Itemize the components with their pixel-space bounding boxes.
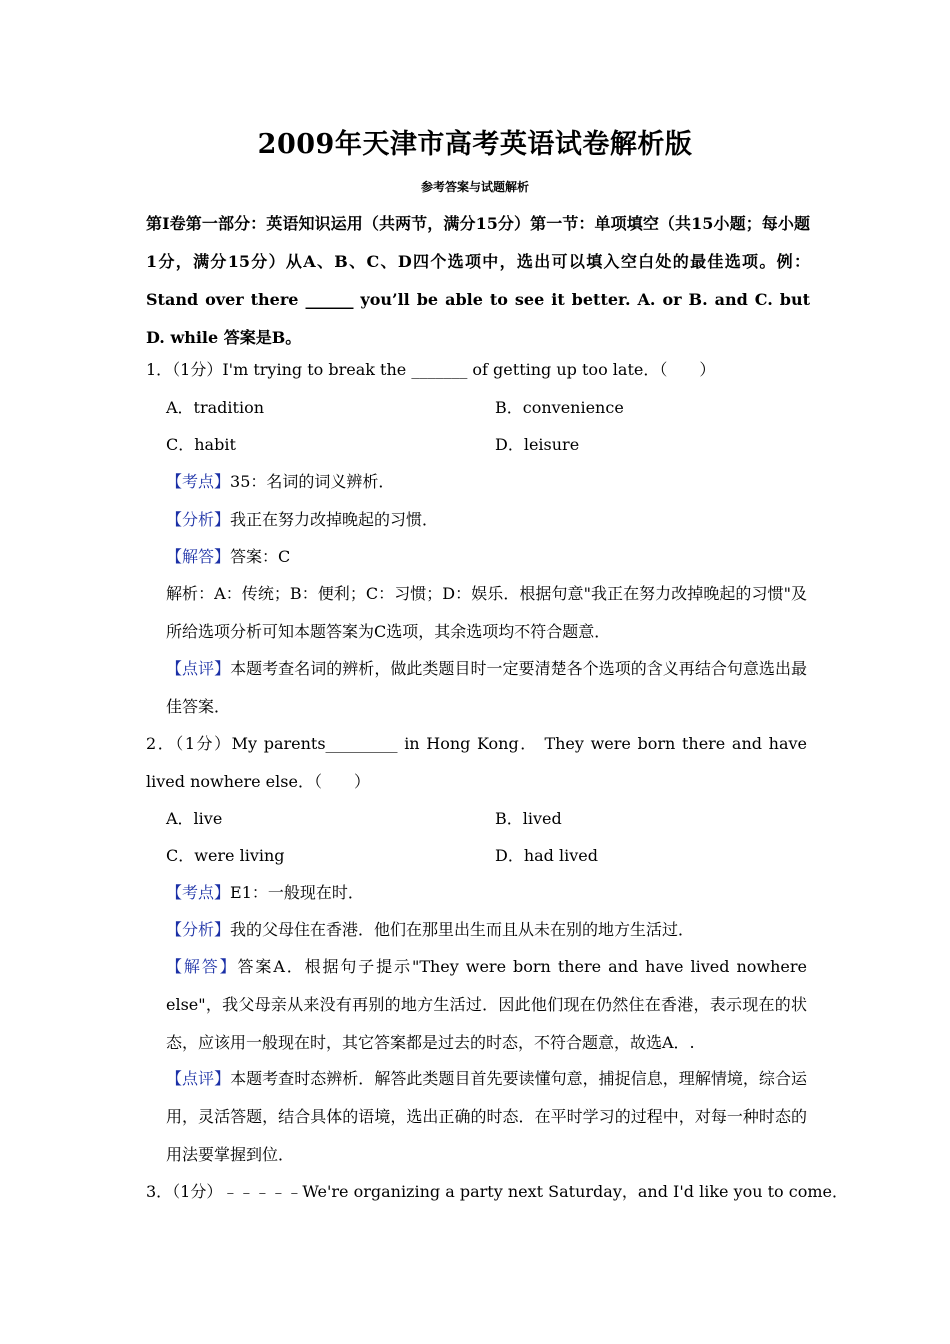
question-1-dianping	[166, 650, 807, 726]
jieda-text: 答案：C	[230, 547, 291, 566]
question-1-jieda	[166, 546, 290, 568]
page-title: 2009年天津市高考英语试卷解析版	[257, 129, 693, 160]
question-2-jieda	[166, 948, 807, 1062]
question-1-option-a: A．tradition	[166, 398, 265, 417]
kaodian-text: 35：名词的词义辨析．	[230, 472, 395, 491]
jieda-label: 【解答】	[166, 957, 238, 976]
question-1-jiexi: 解析：A：传统；B：便利；C：习惯；D：娱乐．根据句意"我正在努力改掉晚起的习惯"及所给选项分析可知本题答案为C选项，其余选项均不符合题意．	[166, 584, 807, 641]
question-3-stem: 3．（1分）﹣﹣﹣﹣﹣We're organizing a party next Saturday，and I'd like you to come．	[146, 1182, 849, 1201]
question-2-kaodian	[166, 882, 364, 904]
question-2-stem: 2．（1分）My parents_________ in Hong Kong． They were born there and have lived nowhere else．（ ）	[146, 734, 807, 791]
fenxi-label: 【分析】	[166, 510, 231, 529]
dianping-text: 本题考查名词的辨析，做此类题目时一定要清楚各个选项的含义再结合句意选出最佳答案．	[166, 659, 807, 716]
dianping-label: 【点评】	[166, 1069, 231, 1088]
section-intro: 第I卷第一部分：英语知识运用（共两节，满分15分）第一节：单项填空（共15小题；每小题1分，满分15分）从A、B、C、D四个选项中，选出可以填入空白处的最佳选项。例：Stand over there ______ you’ll be able to see it better. A. or B. and C. but D. while 答案是B。	[146, 214, 810, 347]
dianping-label: 【点评】	[166, 659, 231, 678]
kaodian-text: E1：一般现在时．	[230, 883, 364, 902]
fenxi-text: 我正在努力改掉晚起的习惯．	[230, 510, 439, 529]
kaodian-label: 【考点】	[166, 472, 231, 491]
kaodian-label: 【考点】	[166, 883, 231, 902]
fenxi-text: 我的父母住在香港．他们在那里出生而且从未在别的地方生活过．	[230, 920, 695, 939]
question-1-fenxi	[166, 509, 438, 531]
question-1-option-d: D．leisure	[495, 435, 580, 454]
question-1-option-b: B．convenience	[495, 398, 624, 417]
question-2-dianping	[166, 1060, 807, 1174]
jieda-text: 答案A．根据句子提示"They were born there and have lived nowhere else"，我父母亲从来没有再别的地方生活过．因此他们现在仍然住在香港，表示现在的状态，应该用一般现在时，其它答案都是过去的时态，不符合题意，故选A．.	[166, 957, 807, 1052]
question-1-stem: 1．（1分）I'm trying to break the _______ of getting up too late．（ ）	[146, 360, 716, 379]
page-subtitle: 参考答案与试题解析	[420, 180, 529, 194]
question-2-option-d: D．had lived	[495, 846, 598, 865]
fenxi-label: 【分析】	[166, 920, 231, 939]
jieda-label: 【解答】	[166, 547, 231, 566]
dianping-text: 本题考查时态辨析．解答此类题目首先要读懂句意，捕捉信息，理解情境，综合运用，灵活答题，结合具体的语境，选出正确的时态．在平时学习的过程中，对每一种时态的用法要掌握到位．	[166, 1069, 807, 1164]
question-2-fenxi	[166, 919, 694, 941]
question-2-option-a: A．live	[166, 809, 223, 828]
question-2-option-c: C．were living	[166, 846, 285, 865]
question-1-kaodian	[166, 471, 394, 493]
question-2-option-b: B．lived	[495, 809, 562, 828]
question-1-option-c: C．habit	[166, 435, 236, 454]
